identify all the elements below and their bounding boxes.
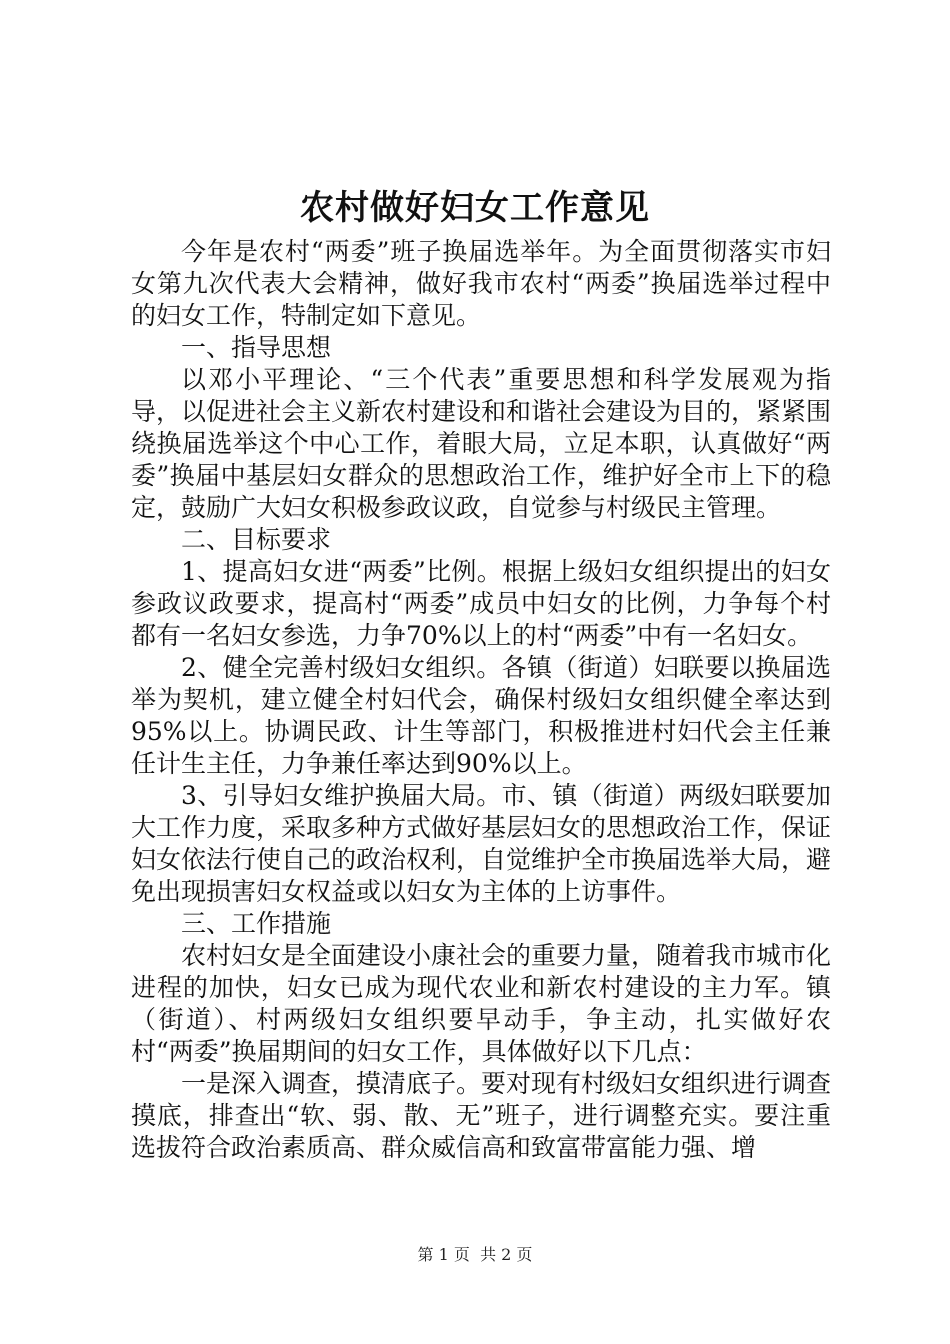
paragraph-goal-2: 2、健全完善村级妇女组织。各镇（街道）妇联要以换届选举为契机，建立健全村妇代会，确保村级妇女组织健全率达到95%以上。协调民政、计生等部门，积极推进村妇代会主任兼任计生主任，力争兼任率达到90%以上。: [131, 653, 831, 778]
document-body: [131, 236, 831, 1164]
paragraph-intro: 今年是农村“两委”班子换届选举年。为全面贯彻落实市妇女第九次代表大会精神，做好我市农村“两委”换届选举过程中的妇女工作，特制定如下意见。: [131, 237, 831, 330]
paragraph-guiding-ideology: 以邓小平理论、“三个代表”重要思想和科学发展观为指导，以促进社会主义新农村建设和和谐社会建设为目的，紧紧围绕换届选举这个中心工作，着眼大局，立足本职，认真做好“两委”换届中基层妇女群众的思想政治工作，维护好全市上下的稳定，鼓励广大妇女积极参政议政，自觉参与村级民主管理。: [131, 365, 832, 522]
section-heading-guiding-ideology: 一、指导思想: [181, 333, 332, 362]
section-heading-measures: 三、工作措施: [181, 909, 332, 938]
page-number-label: 第 1 页 共 2 页: [417, 1245, 533, 1264]
paragraph-goal-3: 3、引导妇女维护换届大局。市、镇（街道）两级妇联要加大工作力度，采取多种方式做好基层妇女的思想政治工作，保证妇女依法行使自己的政治权利，自觉维护全市换届选举大局，避免出现损害妇女权益或以妇女为主体的上访事件。: [131, 781, 832, 906]
section-heading-goals: 二、目标要求: [181, 525, 332, 554]
paragraph-measure-1: 一是深入调查，摸清底子。要对现有村级妇女组织进行调查摸底，排查出“软、弱、散、无”班子，进行调整充实。要注重选拔符合政治素质高、群众威信高和致富带富能力强、增: [131, 1069, 832, 1162]
paragraph-measures-intro: 农村妇女是全面建设小康社会的重要力量，随着我市城市化进程的加快，妇女已成为现代农业和新农村建设的主力军。镇（街道）、村两级妇女组织要早动手，争主动，扎实做好农村“两委”换届期间的妇女工作，具体做好以下几点：: [131, 941, 832, 1066]
document-title: 农村做好妇女工作意见: [300, 188, 650, 228]
paragraph-goal-1: 1、提高妇女进“两委”比例。根据上级妇女组织提出的妇女参政议政要求，提高村“两委”成员中妇女的比例，力争每个村都有一名妇女参选，力争70%以上的村“两委”中有一名妇女。: [131, 557, 831, 650]
page-footer: [0, 1244, 950, 1266]
